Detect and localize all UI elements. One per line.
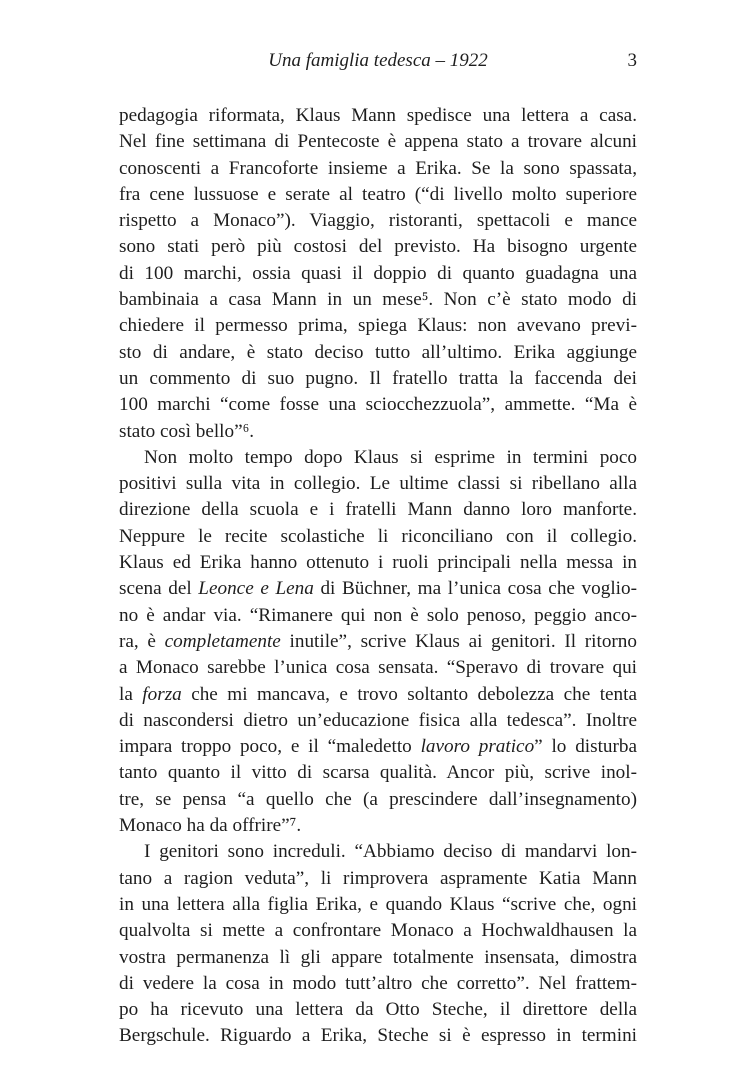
paragraph-2 [119,445,637,839]
emphasis-text: completamente [164,630,281,652]
text-line: Non molto tempo dopo Klaus si esprime in termini poco [144,446,637,468]
text-line: Neppure le recite scolastiche li riconciliano con il collegio. [119,525,637,547]
text-line: Klaus ed Erika hanno ottenuto i ruoli principali nella messa in [119,552,637,574]
emphasis-text: Leonce e Lena [198,578,314,600]
paragraph-3 [119,839,637,1049]
text-line: a Monaco sarebbe l’unica cosa sensata. “Speravo di trovare qui [119,657,637,679]
text-line: tano a ragion veduta”, li rimprovera aspramente Katia Mann [119,867,637,889]
text-line: no è andar via. “Rimanere qui non è solo penoso, peggio anco- [119,604,637,626]
text-line: po ha ricevuto una lettera da Otto Steche, il direttore della [119,999,637,1021]
text-line: chiedere il permesso prima, spiega Klaus: non avevano previ- [119,315,637,337]
text-line: 100 marchi “come fosse una sciocchezzuola”, ammette. “Ma è [119,394,637,416]
text-line: stato così bello”⁶. [119,420,255,442]
text-line: Bergschule. Riguardo a Erika, Steche si è espresso in termini [119,1025,637,1047]
emphasis-text: forza [142,683,182,705]
text-line: di 100 marchi, ossia quasi il doppio di quanto guadagna una [119,262,637,284]
text-line: qualvolta si mette a confrontare Monaco a Hochwaldhausen la [119,920,637,942]
text-line: sono stati però più costosi del previsto. Ha bisogno urgente [119,236,637,258]
text-line: impara troppo poco, e il “maledetto lavoro pratico” lo disturba [119,736,638,758]
text-line: pedagogia riformata, Klaus Mann spedisce una lettera a casa. [119,105,637,126]
text-line: positivi sulla vita in collegio. Le ultime classi si ribellano alla [119,473,637,495]
running-header [119,50,637,76]
paragraph-1 [119,103,637,445]
text-line: rispetto a Monaco”). Viaggio, ristoranti, spettacoli e mance [119,210,637,232]
text-line: bambinaia a casa Mann in un mese⁵. Non c’è stato modo di [119,289,637,311]
text-line: tre, se pensa “a quello che (a prescindere dall’insegnamento) [119,788,637,810]
text-line: un commento di suo pugno. Il fratello tratta la faccenda dei [119,367,637,389]
text-line: direzione della scuola e i fratelli Mann danno loro manforte. [119,499,637,521]
text-line: vostra permanenza lì gli appare totalmente insensata, dimostra [119,946,637,968]
text-line: sto di andare, è stato deciso tutto all’ultimo. Erika aggiunge [119,341,637,363]
text-line: ra, è completamente inutile”, scrive Klaus ai genitori. Il ritorno [119,630,637,652]
emphasis-text: lavoro pratico [420,736,535,758]
text-line: fra cene lussuose e serate al teatro (“di livello molto superiore [119,183,637,205]
text-line: scena del Leonce e Lena di Büchner, ma l’unica cosa che voglio- [119,578,637,600]
text-line: I genitori sono increduli. “Abbiamo deciso di mandarvi lon- [144,841,637,863]
text-line: la forza che mi mancava, e trovo soltanto debolezza che tenta [119,683,637,705]
text-line: in una lettera alla figlia Erika, e quando Klaus “scrive che, ogni [119,893,637,915]
text-line: tanto quanto il vitto di scarsa qualità. Ancor più, scrive inol- [119,762,637,784]
text-line: di vedere la cosa in modo tutt’altro che corretto”. Nel frattem- [119,972,637,994]
body-text [119,103,637,1050]
running-title: Una famiglia tedesca – 1922 [268,50,488,71]
text-line: Monaco ha da offrire”⁷. [119,815,302,837]
page-number: 3 [627,50,637,71]
text-line: di nascondersi dietro un’educazione fisica alla tedesca”. Inoltre [119,709,637,731]
text-line: Nel fine settimana di Pentecoste è appena stato a trovare alcuni [119,131,637,153]
text-line: conoscenti a Francoforte insieme a Erika. Se la sono spassata, [119,157,637,179]
